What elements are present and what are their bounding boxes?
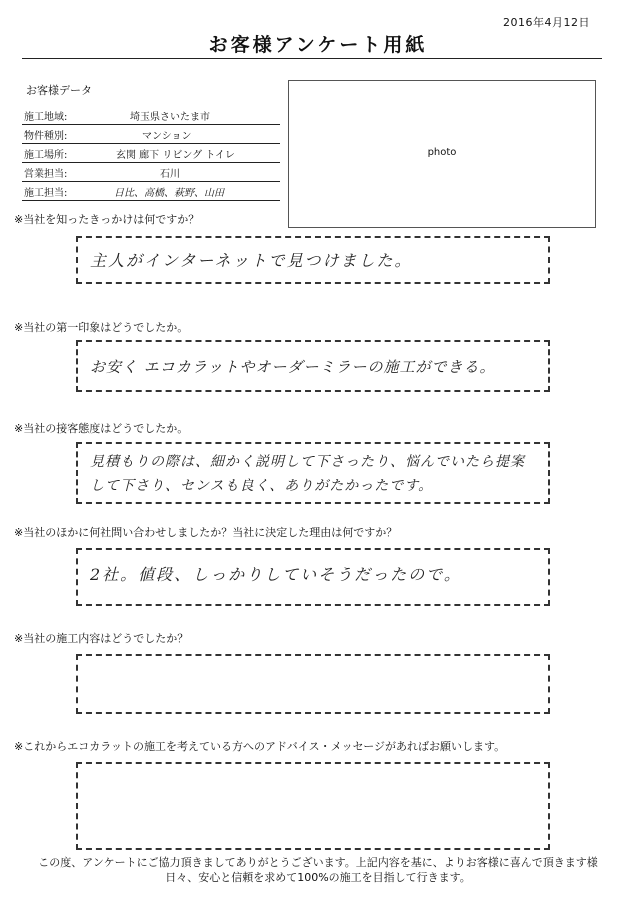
footer-message: [0, 855, 636, 885]
answer-box-5: [76, 654, 550, 714]
info-label: 営業担当:: [24, 169, 68, 180]
answer-text-3: 見積もりの際は、細かく説明して下さったり、悩んでいたら提案して下さり、センスも良く、ありがたかったです。: [90, 454, 525, 494]
info-label: 施工地域:: [24, 112, 68, 123]
page-title: お客様アンケート用紙: [208, 34, 428, 56]
customer-data-table: [22, 106, 280, 201]
info-value: 埼玉県さいたま市: [130, 112, 210, 123]
customer-data-header: お客様データ: [26, 84, 92, 97]
info-row-location: [22, 144, 280, 163]
info-row-area: [22, 106, 280, 125]
info-value: 日比、高橋、萩野、山田: [114, 188, 224, 199]
survey-date: 2016年4月12日: [503, 16, 590, 29]
answer-box-2: [76, 340, 550, 392]
question-3: ※当社の接客態度はどうでしたか。: [14, 422, 189, 435]
photo-placeholder: [288, 80, 596, 228]
question-2: ※当社の第一印象はどうでしたか。: [14, 321, 189, 334]
answer-text-5: [78, 656, 548, 662]
footer-line-1: この度、アンケートにご協力頂きましてありがとうございます。上記内容を基に、よりお客様に喜んで頂きます様: [38, 856, 598, 869]
answer-text-1: 主人がインターネットで見つけました。: [90, 251, 413, 270]
answer-text-4: 2社。値段、しっかりしていそうだったので。: [90, 565, 462, 584]
info-row-sales: [22, 163, 280, 182]
answer-box-3: [76, 442, 550, 504]
answer-text-6: [78, 764, 548, 770]
info-value: 玄関 廊下 リビング トイレ: [116, 150, 235, 161]
info-value: 石川: [160, 169, 180, 180]
answer-box-4: [76, 548, 550, 606]
answer-box-1: [76, 236, 550, 284]
info-label: 施工担当:: [24, 188, 68, 199]
info-row-construction: [22, 182, 280, 201]
info-label: 物件種別:: [24, 131, 68, 142]
question-6: ※これからエコカラットの施工を考えている方へのアドバイス・メッセージがあればお願いします。: [14, 740, 506, 753]
answer-box-6: [76, 762, 550, 850]
photo-label: photo: [427, 147, 457, 158]
title-divider: [22, 58, 602, 59]
answer-text-2: お安く エコカラットやオーダーミラーの施工ができる。: [90, 358, 496, 376]
footer-line-2: 日々、安心と信頼を求めて100%の施工を目指して行きます。: [165, 871, 471, 884]
question-1: ※当社を知ったきっかけは何ですか？: [14, 213, 200, 226]
info-label: 施工場所:: [24, 150, 68, 161]
question-5: ※当社の施工内容はどうでしたか？: [14, 632, 189, 645]
info-row-type: [22, 125, 280, 144]
info-value: マンション: [142, 131, 192, 142]
question-4: ※当社のほかに何社問い合わせしましたか？当社に決定した理由は何ですか？: [14, 526, 398, 539]
